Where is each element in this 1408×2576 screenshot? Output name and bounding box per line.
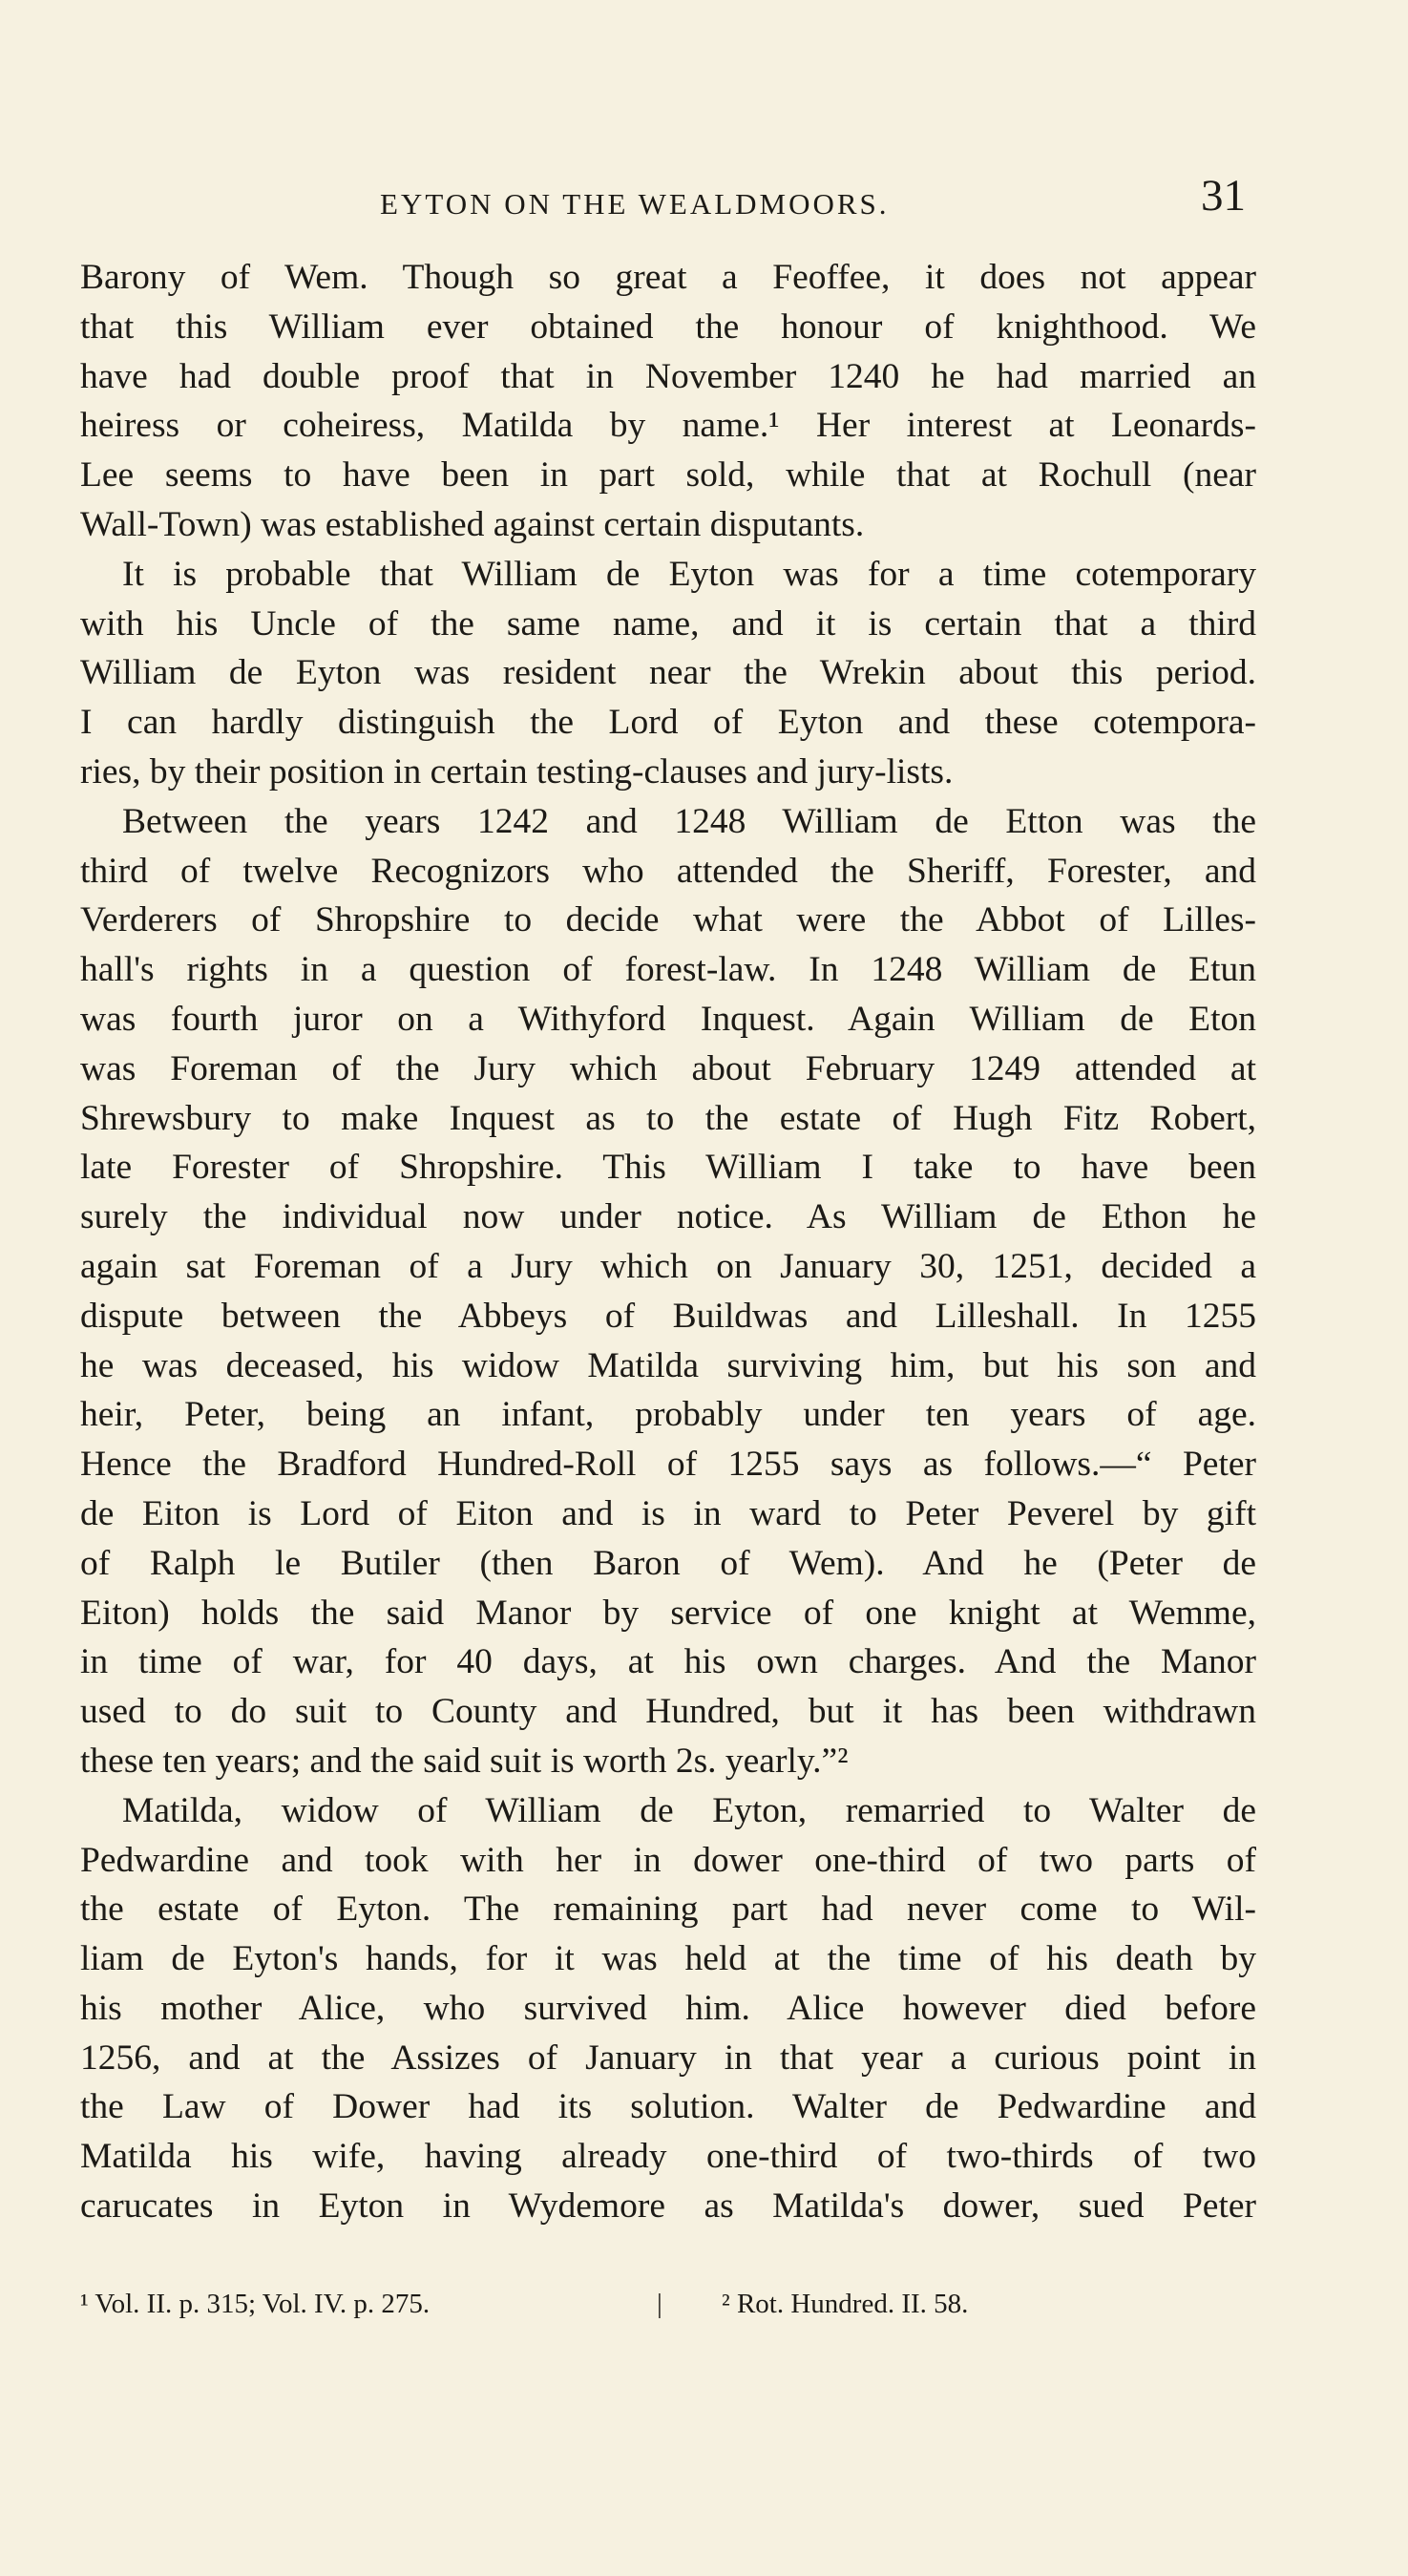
text-line: of Ralph le Butiler (then Baron of Wem). And he (Peter de — [80, 1543, 1256, 1583]
text-line: third of twelve Recognizors who attended the Sheriff, Forester, and — [80, 851, 1256, 891]
text-line: he was deceased, his widow Matilda surviving him, but his son and — [80, 1345, 1256, 1385]
text-line: Matilda his wife, having already one-third of two-thirds of two — [80, 2137, 1256, 2177]
text-line: It is probable that William de Eyton was for a time cotemporary — [122, 554, 1256, 594]
text-line: dispute between the Abbeys of Buildwas and Lilleshall. In 1255 — [80, 1296, 1256, 1336]
text-line: used to do suit to County and Hundred, but it has been withdrawn — [80, 1692, 1256, 1732]
text-line: Matilda, widow of William de Eyton, remarried to Walter de — [122, 1790, 1256, 1830]
body-text — [80, 253, 1256, 2231]
text-line: de Eiton is Lord of Eiton and is in ward to Peter Peverel by gift — [80, 1493, 1256, 1533]
footnotes — [80, 2280, 1256, 2328]
running-title: EYTON ON THE WEALDMOORS. — [380, 187, 890, 221]
text-line: I can hardly distinguish the Lord of Eyton and these cotempora- — [80, 703, 1256, 743]
running-head — [0, 170, 1408, 227]
text-line: his mother Alice, who survived him. Alice however died before — [80, 1988, 1256, 2028]
text-line: heir, Peter, being an infant, probably under ten years of age. — [80, 1395, 1256, 1435]
text-line: have had double proof that in November 1240 he had married an — [80, 356, 1256, 396]
text-line: Shrewsbury to make Inquest as to the estate of Hugh Fitz Robert, — [80, 1098, 1256, 1138]
text-line: the estate of Eyton. The remaining part had never come to Wil- — [80, 1890, 1256, 1930]
text-line: Eiton) holds the said Manor by service of one knight at Wemme, — [80, 1593, 1256, 1633]
text-line: hall's rights in a question of forest-law. In 1248 William de Etun — [80, 950, 1256, 990]
page-number: 31 — [1201, 171, 1246, 221]
text-line: carucates in Eyton in Wydemore as Matilda's dower, sued Peter — [80, 2186, 1256, 2227]
text-line: 1256, and at the Assizes of January in that year a curious point in — [80, 2038, 1256, 2078]
text-line: Wall-Town) was established against certain disputants. — [80, 504, 865, 544]
text-line: the Law of Dower had its solution. Walter de Pedwardine and — [80, 2087, 1256, 2127]
text-line: surely the individual now under notice. As William de Ethon he — [80, 1197, 1256, 1237]
footnote-1: ¹ Vol. II. p. 315; Vol. IV. p. 275. — [80, 2289, 431, 2319]
text-line: liam de Eyton's hands, for it was held at the time of his death by — [80, 1939, 1256, 1979]
text-line: late Forester of Shropshire. This William I take to have been — [80, 1148, 1256, 1188]
text-line: Verderers of Shropshire to decide what were the Abbot of Lilles- — [80, 900, 1256, 940]
text-line: with his Uncle of the same name, and it is certain that a third — [80, 603, 1256, 644]
text-line: Hence the Bradford Hundred-Roll of 1255 says as follows.—“ Peter — [80, 1445, 1256, 1485]
text-line: was fourth juror on a Withyford Inquest. Again William de Eton — [80, 999, 1256, 1039]
text-line: was Foreman of the Jury which about February 1249 attended at — [80, 1048, 1256, 1088]
text-line: again sat Foreman of a Jury which on January 30, 1251, decided a — [80, 1246, 1256, 1286]
text-line: heiress or coheiress, Matilda by name.¹ Her interest at Leonards- — [80, 406, 1256, 446]
footnote-separator: | — [657, 2289, 662, 2319]
text-line: in time of war, for 40 days, at his own charges. And the Manor — [80, 1642, 1256, 1682]
text-line: William de Eyton was resident near the Wrekin about this period. — [80, 653, 1256, 693]
text-line: Between the years 1242 and 1248 William de Etton was the — [122, 801, 1256, 841]
text-line: these ten years; and the said suit is worth 2s. yearly.”² — [80, 1741, 849, 1781]
text-line: Lee seems to have been in part sold, while that at Rochull (near — [80, 455, 1256, 496]
text-line: ries, by their position in certain testing-clauses and jury-lists. — [80, 751, 954, 792]
text-line: Barony of Wem. Though so great a Feoffee, it does not appear — [80, 258, 1256, 297]
footnote-2: ² Rot. Hundred. II. 58. — [722, 2289, 969, 2319]
text-line: that this William ever obtained the honour of knighthood. We — [80, 306, 1256, 347]
text-line: Pedwardine and took with her in dower one-third of two parts of — [80, 1840, 1256, 1880]
